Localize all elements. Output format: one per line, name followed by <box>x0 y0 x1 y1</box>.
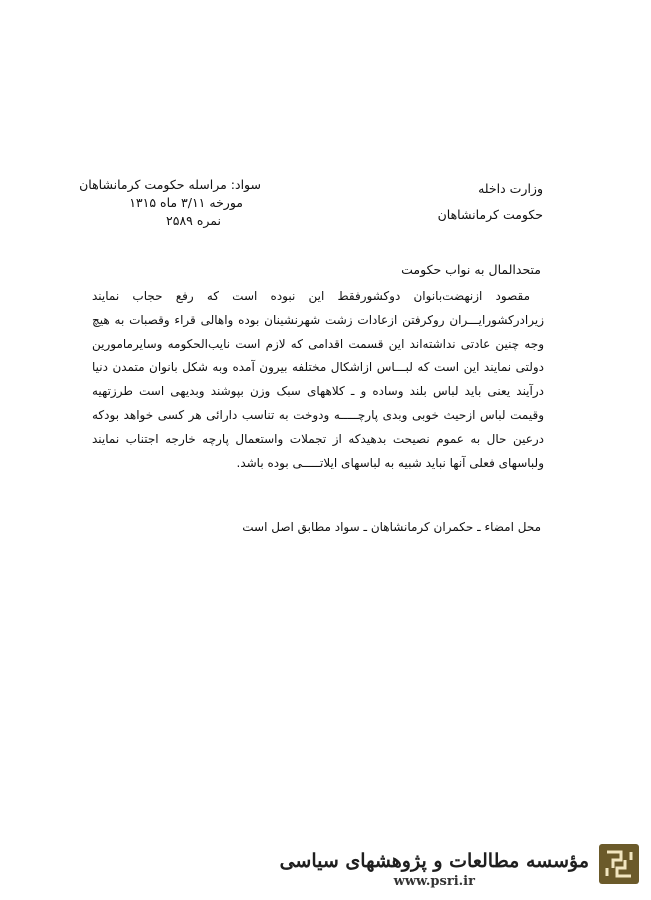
footer-watermark <box>0 836 651 900</box>
signature-note: محل امضاء ـ حکمران کرمانشاهان ـ سواد مطابق اصل است <box>242 520 541 534</box>
reference-block <box>79 176 261 230</box>
letter-body <box>92 285 544 475</box>
ministry-name: وزارت داخله <box>478 181 543 196</box>
body-paragraph: مقصود ازنهضت‌بانوان دوکشورفقط این نبوده است که رفع حجاب نمایند زیرادرکشورایـــران روکرفتن ازعادات زشت شهرنشینان بوده واهالی قراء وقصبات به هیچ وجه چنین عادتی نداشته‌اند این قسمت اقدامی که لازم است نایب‌الحکومه وسایرمامورین دولتی نمایند این است که لبـــاس ازاشکال مختلفه بیرون آمده وبه شکل بانوان متمدن دنیا درآیند یعنی باید لباس بلند وساده و ـ کلاههای سبک وزن بپوشند وبدیهی است طرزتهیه وقیمت لباس ازحیث خوبی وبدی پارچـــــه ودوخت به تناسب دارائی هر کسی خواهد بودکه درعین حال به عموم نصیحت بدهیدکه از تجملات واستعمال پارچه خارجه اجتناب نمایند ولباسهای فعلی آنها نباید شبیه به لباسهای ایلاتـــــی بوده باشد. <box>92 289 544 470</box>
date-line: مورخه ۳/۱۱ ماه ۱۳۱۵ <box>129 195 243 210</box>
org-url: www.psri.ir <box>393 874 475 889</box>
org-name: مؤسسه مطالعات و پژوهشهای سیاسی <box>279 850 589 872</box>
number-line: نمره ۲۵۸۹ <box>166 213 221 228</box>
psri-logo-icon <box>599 844 639 884</box>
copy-line: سواد: مراسله حکومت کرمانشاهان <box>79 177 261 192</box>
footer-text <box>280 850 589 889</box>
sender-block <box>438 176 543 228</box>
addressee-line: متحدالمال به نواب حکومت <box>401 262 541 277</box>
province-name: حکومت کرمانشاهان <box>437 207 543 222</box>
